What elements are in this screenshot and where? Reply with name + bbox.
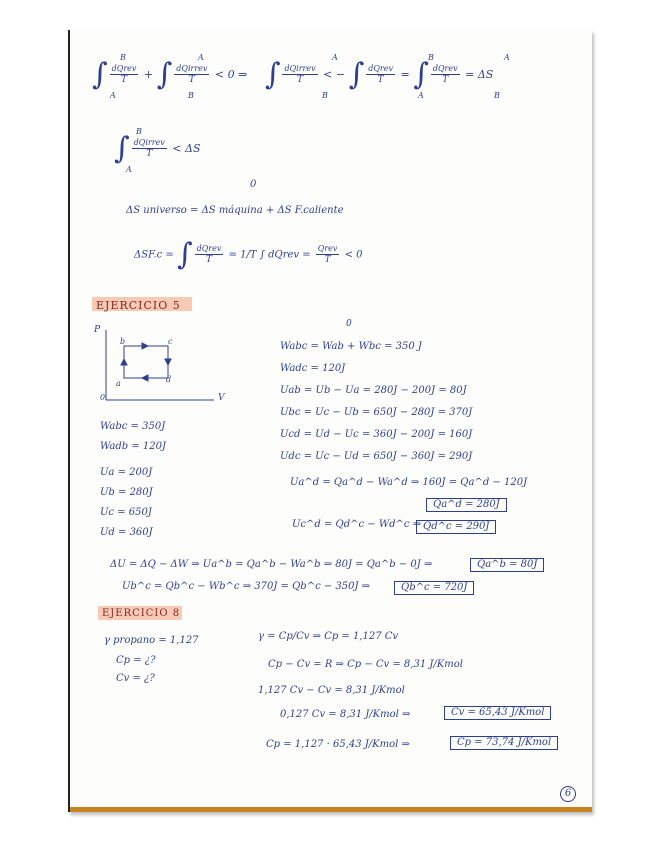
limit: B xyxy=(322,91,328,100)
limit: B xyxy=(428,53,434,62)
zero-mark: 0 xyxy=(346,319,352,329)
limit: A xyxy=(110,91,116,100)
integral-sign: ∫ xyxy=(264,57,281,92)
ua-equation: Ua^d = Qa^d − Wa^d ⇒ 160J = Qa^d − 120J xyxy=(290,477,528,488)
limit: A xyxy=(198,53,204,62)
point-b: b xyxy=(120,337,126,346)
limit: B xyxy=(188,91,194,100)
pv-diagram xyxy=(96,326,226,410)
work-line: Wadc = 120J xyxy=(280,363,346,374)
integral-sign: ∫ xyxy=(114,131,130,166)
result-box: Qd^c = 290J xyxy=(416,520,496,534)
equation-integrals: ∫ $\frac{\text{dQrev}}{T}$ + ∫ $\frac{\text{dQirrev}}{T}$ < 0 ⇒ ∫ $\frac{\text{dQirrev}}{T}$ < − ∫ $\frac{\text{dQrev}}{T}$ = ∫ $\frac{\text{dQrev}}{T}$ = ΔS xyxy=(92,57,494,92)
result-box-cp: Cp = 73,74 J/Kmol xyxy=(450,736,558,750)
given-line: Wabc = 350J xyxy=(100,421,166,432)
derivation-line: Cp = 1,127 · 65,43 J/Kmol ⇒ xyxy=(266,739,410,750)
work-line: Ucd = Ud − Uc = 360J − 200J = 160J xyxy=(280,429,473,440)
heading-ejercicio-5: EJERCICIO 5 xyxy=(96,299,181,312)
fraction: $\frac{\text{Qrev}}{T}$ xyxy=(317,244,338,265)
limit: A xyxy=(126,165,132,174)
limit: A xyxy=(332,53,338,62)
limit: A xyxy=(504,53,510,62)
derivation-line: Cp − Cv = R ⇒ Cp − Cv = 8,31 J/Kmol xyxy=(268,659,463,670)
given-line: Cp = ¿? xyxy=(116,655,156,666)
result-box: Qa^d = 280J xyxy=(426,498,507,512)
origin-label: 0 xyxy=(100,393,106,402)
ub-equation: Ub^c = Qb^c − Wb^c ⇒ 370J = Qb^c − 350J ⇒ xyxy=(122,581,371,592)
fraction: $\frac{\text{dQrev}}{T}$ xyxy=(432,64,458,85)
equation-inequality: ∫ $\frac{\text{dQirrev}}{T}$ < ΔS xyxy=(114,131,201,166)
fraction: $\frac{\text{dQirrev}}{T}$ xyxy=(284,64,316,85)
fraction: $\frac{\text{dQirrev}}{T}$ xyxy=(133,138,165,159)
entropy-universe-line: ΔS universo = ΔS máquina + ΔS F.caliente xyxy=(126,205,344,216)
zero-mark: 0 xyxy=(250,179,257,190)
work-line: Uab = Ub − Ua = 280J − 200J = 80J xyxy=(280,385,467,396)
integral-sign: ∫ xyxy=(348,57,365,92)
integral-sign: ∫ xyxy=(413,57,429,92)
point-d: d xyxy=(166,375,172,384)
du-equation: ΔU = ΔQ − ΔW ⇒ Ua^b = Qa^b − Wa^b ⇒ 80J = Qa^b − 0J ⇒ xyxy=(110,559,433,570)
fraction: $\frac{\text{dQrev}}{T}$ xyxy=(111,64,137,85)
fraction: $\frac{\text{dQrev}}{T}$ xyxy=(368,64,393,85)
given-line: Cv = ¿? xyxy=(116,673,155,684)
result-box-cv: Cv = 65,43 J/Kmol xyxy=(444,706,551,720)
given-line: Ua = 200J xyxy=(100,467,153,478)
uc-equation: Uc^d = Qd^c − Wd^c ⇒ xyxy=(292,519,422,530)
p-axis-label: P xyxy=(94,325,101,335)
given-line: Ud = 360J xyxy=(100,527,153,538)
work-line: Ubc = Uc − Ub = 650J − 280J = 370J xyxy=(280,407,473,418)
result-box: Qa^b = 80J xyxy=(470,558,544,572)
page-number: 6 xyxy=(560,786,576,802)
integral-sign: ∫ xyxy=(156,57,173,92)
point-c: c xyxy=(168,337,173,346)
derivation-line: 0,127 Cv = 8,31 J/Kmol ⇒ xyxy=(280,709,411,720)
integral-sign: ∫ xyxy=(176,237,193,272)
limit: B xyxy=(494,91,500,100)
given-line: γ propano = 1,127 xyxy=(104,635,199,646)
notebook-page xyxy=(68,30,592,812)
entropy-source-line: ΔSF.c = ∫ $\frac{\text{dQrev}}{T}$ = 1/T ∫ dQrev = $\frac{\text{Qrev}}{T}$ < 0 xyxy=(134,237,363,272)
integral-sign: ∫ xyxy=(92,57,108,92)
given-line: Ub = 280J xyxy=(100,487,153,498)
work-line: Udc = Uc − Ud = 650J − 360J = 290J xyxy=(280,451,473,462)
derivation-line: 1,127 Cv − Cv = 8,31 J/Kmol xyxy=(258,685,405,696)
derivation-line: γ = Cp/Cv ⇒ Cp = 1,127 Cv xyxy=(258,631,399,642)
work-line: Wabc = Wab + Wbc = 350 J xyxy=(280,341,422,352)
limit: B xyxy=(120,53,126,62)
fraction: $\frac{\text{dQrev}}{T}$ xyxy=(196,244,222,265)
given-line: Wadb = 120J xyxy=(100,441,167,452)
limit: B xyxy=(136,127,142,136)
heading-ejercicio-8: EJERCICIO 8 xyxy=(102,608,181,619)
fraction: $\frac{\text{dQirrev}}{T}$ xyxy=(176,64,208,85)
point-a: a xyxy=(116,379,121,388)
result-box: Qb^c = 720J xyxy=(394,581,474,595)
given-line: Uc = 650J xyxy=(100,507,152,518)
limit: A xyxy=(418,91,424,100)
v-axis-label: V xyxy=(218,393,225,403)
